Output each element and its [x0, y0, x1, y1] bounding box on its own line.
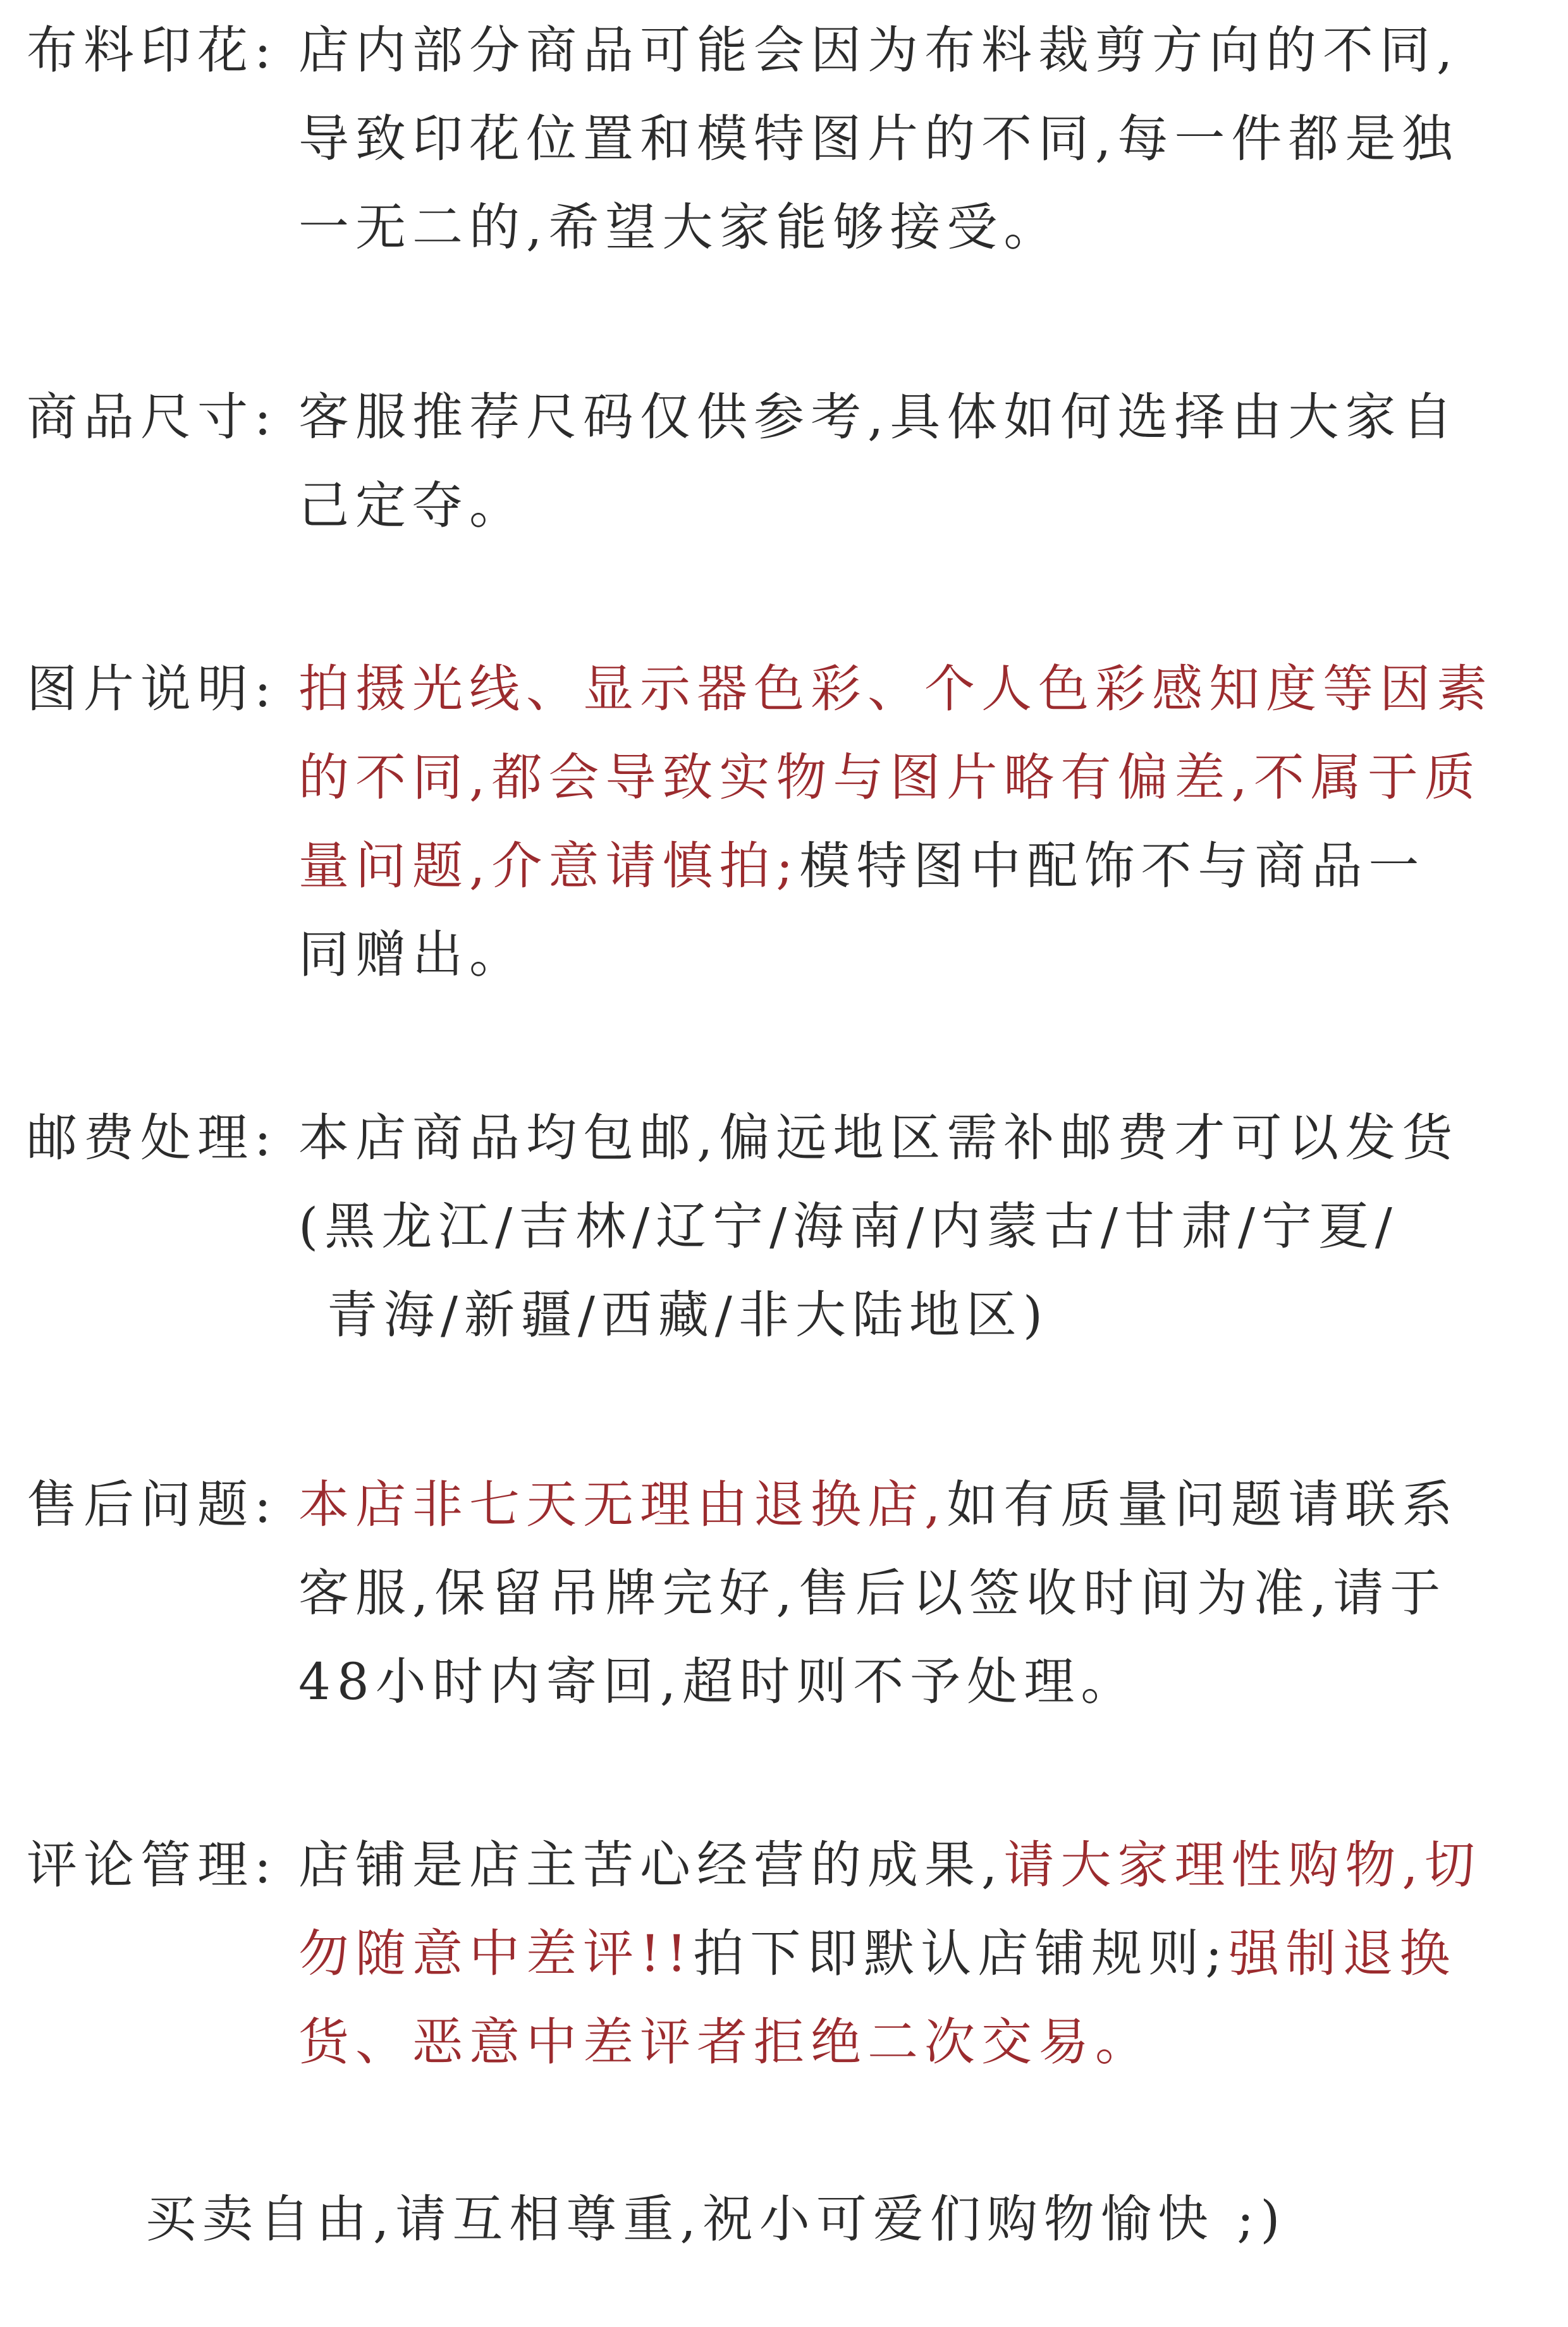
text-line: 勿随意中差评!!拍下即默认店铺规则;强制退换 [298, 1924, 1457, 1983]
section-body [298, 1461, 1550, 1726]
section-body [298, 645, 1550, 999]
text-line: 导致印花位置和模特图片的不同,每一件都是独 [298, 109, 1459, 168]
text-line: 同赠出。 [298, 925, 526, 984]
section-label: 图片说明: [27, 660, 278, 718]
section-body [298, 373, 1550, 550]
text-line: 48小时内寄回,超时则不予处理。 [298, 1652, 1138, 1711]
section-label: 评论管理: [27, 1836, 278, 1894]
text-line: 客服推荐尺码仅供参考,具体如何选择由大家自 [298, 388, 1459, 446]
text-line: 客服,保留吊牌完好,售后以签收时间为准,请于 [298, 1564, 1447, 1623]
text-line: 一无二的,希望大家能够接受。 [298, 198, 1061, 257]
section-label: 邮费处理: [27, 1108, 278, 1167]
section-label: 售后问题: [27, 1475, 278, 1534]
closing-message: 买卖自由,请互相尊重,祝小可爱们购物愉快 ;) [145, 2190, 1287, 2249]
text-line: (黑龙江/吉林/辽宁/海南/内蒙古/甘肃/宁夏/ [298, 1197, 1399, 1256]
text-line: 店铺是店主苦心经营的成果,请大家理性购物,切 [298, 1836, 1481, 1894]
text-line: 店内部分商品可能会因为布料裁剪方向的不同, [298, 21, 1459, 80]
text-line: 的不同,都会导致实物与图片略有偏差,不属于质 [298, 748, 1481, 807]
section-body [298, 6, 1550, 272]
text-line: 本店商品均包邮,偏远地区需补邮费才可以发货 [298, 1108, 1459, 1167]
text-line: 己定夺。 [298, 476, 526, 535]
text-line: 量问题,介意请慎拍;模特图中配饰不与商品一 [298, 837, 1426, 895]
text-line: 青海/新疆/西藏/非大陆地区) [327, 1286, 1050, 1344]
section-label: 布料印花: [27, 21, 278, 80]
text-line: 货、恶意中差评者拒绝二次交易。 [298, 2013, 1152, 2072]
text-line: 拍摄光线、显示器色彩、个人色彩感知度等因素 [298, 660, 1493, 718]
section-body [298, 1094, 1550, 1360]
text-line: 本店非七天无理由退换店,如有质量问题请联系 [298, 1475, 1459, 1534]
section-body [298, 1821, 1550, 2087]
section-label: 商品尺寸: [27, 388, 278, 446]
